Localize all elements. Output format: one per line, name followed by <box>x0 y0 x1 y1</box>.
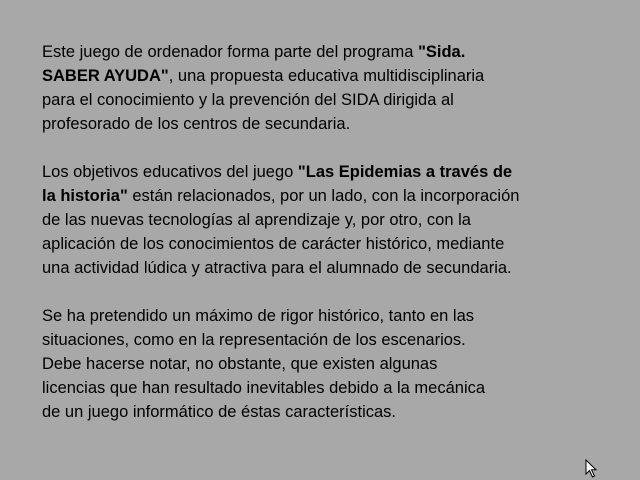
text-line: licencias que han resultado inevitables debido a la mecánica <box>42 379 486 397</box>
text-line: aplicación de los conocimientos de carácter histórico, mediante <box>42 235 505 253</box>
text-line: Debe hacerse notar, no obstante, que existen algunas <box>42 355 438 373</box>
text-line: Los objetivos educativos del juego "Las Epidemias a través de <box>42 163 513 181</box>
intro-paragraph-3 <box>42 304 602 424</box>
text-line: de las nuevas tecnologías al aprendizaje y, por otro, con la <box>42 211 471 229</box>
intro-text <box>42 40 602 448</box>
text-line: la historia" están relacionados, por un lado, con la incorporación <box>42 187 520 205</box>
arrow-pointer-icon <box>585 459 598 478</box>
text-line: SABER AYUDA", una propuesta educativa multidisciplinaria <box>42 67 485 85</box>
text-line: situaciones, como en la representación de los escenarios. <box>42 331 466 349</box>
text-line: de un juego informático de éstas características. <box>42 403 397 421</box>
intro-paragraph-2 <box>42 160 602 280</box>
text-line: Se ha pretendido un máximo de rigor histórico, tanto en las <box>42 307 474 325</box>
text-line: profesorado de los centros de secundaria. <box>42 115 351 133</box>
intro-paragraph-1 <box>42 40 602 136</box>
text-line: una actividad lúdica y atractiva para el alumnado de secundaria. <box>42 259 512 277</box>
text-line: para el conocimiento y la prevención del SIDA dirigida al <box>42 91 454 109</box>
text-line: Este juego de ordenador forma parte del programa "Sida. <box>42 43 466 61</box>
